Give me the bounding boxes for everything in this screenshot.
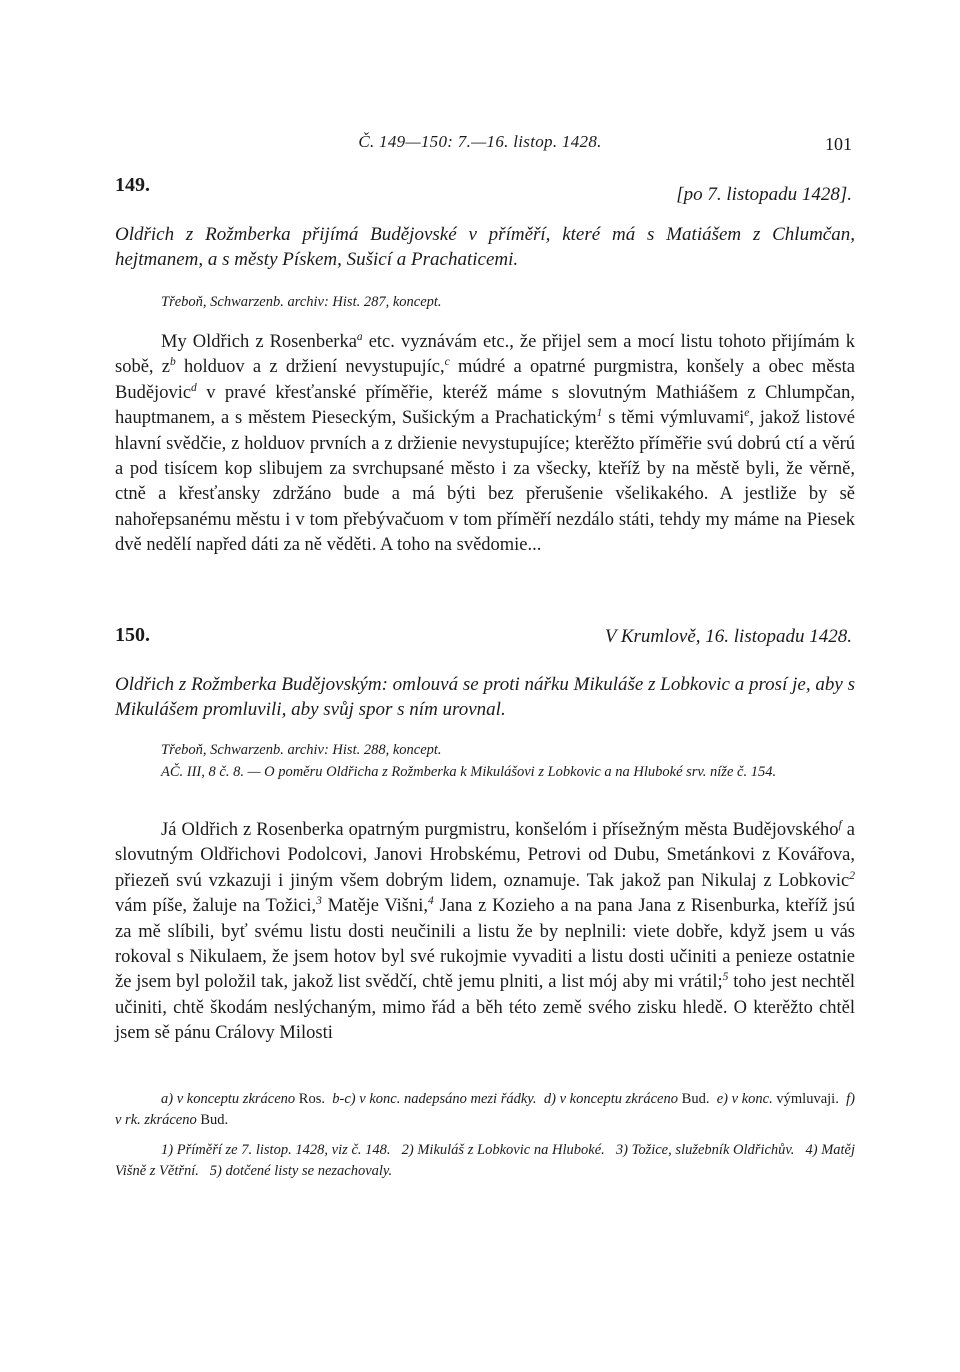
page-number: 101 <box>825 134 852 154</box>
text-segment: Matěje Višni, <box>321 896 429 917</box>
textnote-marker: f <box>838 818 842 831</box>
entry-date-149: [po 7. listopadu 1428]. <box>676 184 852 205</box>
textnote-e-word: výmluvaji. <box>776 1091 839 1107</box>
textnote-marker: a <box>356 330 363 343</box>
footnote-marker: 4 <box>428 895 434 908</box>
textnote-marker: d <box>191 381 197 394</box>
text-segment: Já Oldřich z Rosenberka opatrným purgmistru, konšelóm i přísežným města Budějovského <box>161 820 839 840</box>
text-segment: My Oldřich z Rosenberka <box>161 332 357 352</box>
text-segment: toho jest nechtěl učiniti, chtě škodám neslýchaným, mimo řád a běh této země svého zisku hledě. O kterěžto chtěl jsem sě pánu Crálovy Milosti <box>115 972 855 1044</box>
footnote-1: 1) Příměří ze 7. listop. 1428, viz č. 148. <box>161 1142 391 1158</box>
textnote-a-word: Ros. <box>298 1091 325 1107</box>
textnote-d: d) v konceptu zkráceno <box>543 1091 678 1107</box>
text-segment: Jana z Kozieho a na pana Jana z Risenburka, kteříž jsú za mě slíbili, byť svému listu dosti neučinili a listu že by neplnili: viete dobře, když jsem u vás rokoval s Nikulaem, že jsem hotov byl své rukojmie vyvaditi a listu dosti učiniti a penieze ostatnie že jsem byl položil tak, jakož list svědčí, chtě jemu plniti, a list mój aby mi vrátil; <box>115 896 856 993</box>
document-text-149 <box>115 330 855 559</box>
document-text-150 <box>115 818 855 1047</box>
archive-source-150: Třeboň, Schwarzenb. archiv: Hist. 288, koncept. <box>161 742 442 758</box>
regest-149: Oldřich z Rožmberka přijímá Budějovské v příměří, které má s Matiášem z Chlumčan, hejtmanem, a s městy Pískem, Sušicí a Prachaticemi. <box>115 224 855 270</box>
text-segment: a slovutným Oldřichovi Podolcovi, Janovi Hrobskému, Petrovi od Dubu, Smetánkovi z Kovářova, přiezeň svú vzkazuji i jiným všem dobrým lidem, oznamuje. Tak jakož pan Nikulaj z Lobkovic <box>115 820 855 891</box>
archive-source-149: Třeboň, Schwarzenb. archiv: Hist. 287, koncept. <box>161 294 442 310</box>
text-segment: holduov a z držiení nevystupujíc, <box>175 357 445 378</box>
text-segment: etc. vyznávám etc., že přijel sem a mocí listu tohoto přijímám k sobě, z <box>115 332 855 378</box>
text-segment: , jakož listové hlavní svědčie, z holduov prvních a z držienie nevystupujíce; kterěžto příměřie svú dobrú ctí a věrú a pod tisícem kop slibujem za svrchupsané město i za všecky, kteříž by na městě byli, že věrně, ctně a křesťansky zdržáno bude a má býti bez přerušenie všelikakého. A jestliže by sě nahořepsanému městu i v tom přebývačuom v tom příměří nezdálo státi, tehdy my máme na Piesek dvě nedělí napřed dáti za ně věděti. A toho na svědomie... <box>115 408 855 556</box>
text-segment: s těmi výmluvami <box>602 408 745 429</box>
footnote-3: 3) Tožice, služebník Oldřichův. <box>615 1142 795 1158</box>
footnote-marker: 2 <box>849 869 855 882</box>
footnote-4: 4) Matěj Višně z Větřní. <box>115 1142 856 1179</box>
regest-150: Oldřich z Rožmberka Budějovským: omlouvá se proti nářku Mikuláše z Lobkovic a prosí je, aby s Mikulášem promluvili, aby svůj spor s ním urovnal. <box>115 674 855 720</box>
textnote-d-word: Bud. <box>681 1091 710 1107</box>
entry-number-150: 150. <box>115 624 150 646</box>
footnote-2: 2) Mikuláš z Lobkovic na Hluboké. <box>401 1142 605 1158</box>
entry-number-149: 149. <box>115 174 150 196</box>
text-segment: v pravé křesťanské příměřie, kteréž máme s slovutným Mathiášem z Chlumpčan, hauptmanem, a s městem Pieseckým, Sušickým a Prachatickým <box>115 382 855 429</box>
textnote-f: f) v rk. zkráceno <box>115 1091 855 1128</box>
footnote-marker: 3 <box>316 895 322 908</box>
textual-notes <box>115 1089 855 1131</box>
textnote-marker: c <box>444 356 450 369</box>
textnote-bc: b-c) v konc. nadepsáno mezi řádky. <box>332 1091 537 1107</box>
footnote-marker: 1 <box>596 407 603 420</box>
textnote-marker: e <box>744 407 750 420</box>
footnotes <box>115 1140 855 1182</box>
textnote-f-word: Bud. <box>200 1112 229 1128</box>
textnote-a: a) v konceptu zkráceno <box>161 1091 296 1107</box>
footnote-5: 5) dotčené listy se nezachovaly. <box>209 1163 393 1179</box>
footnote-marker: 5 <box>722 971 729 984</box>
textnote-marker: b <box>170 356 176 369</box>
literature-reference-150: AČ. III, 8 č. 8. — O poměru Oldřicha z Rožmberka k Mikulášovi z Lobkovic a na Hluboké srv. níže č. 154. <box>161 764 777 780</box>
running-header: Č. 149—150: 7.—16. listop. 1428. <box>358 132 602 151</box>
textnote-e: e) v konc. <box>716 1091 773 1107</box>
entry-date-150: V Krumlově, 16. listopadu 1428. <box>604 626 852 647</box>
text-segment: vám píše, žaluje na Tožici, <box>115 896 317 917</box>
text-segment: múdré a opatrné purgmistra, konšely a obec města Budějovic <box>115 357 855 403</box>
